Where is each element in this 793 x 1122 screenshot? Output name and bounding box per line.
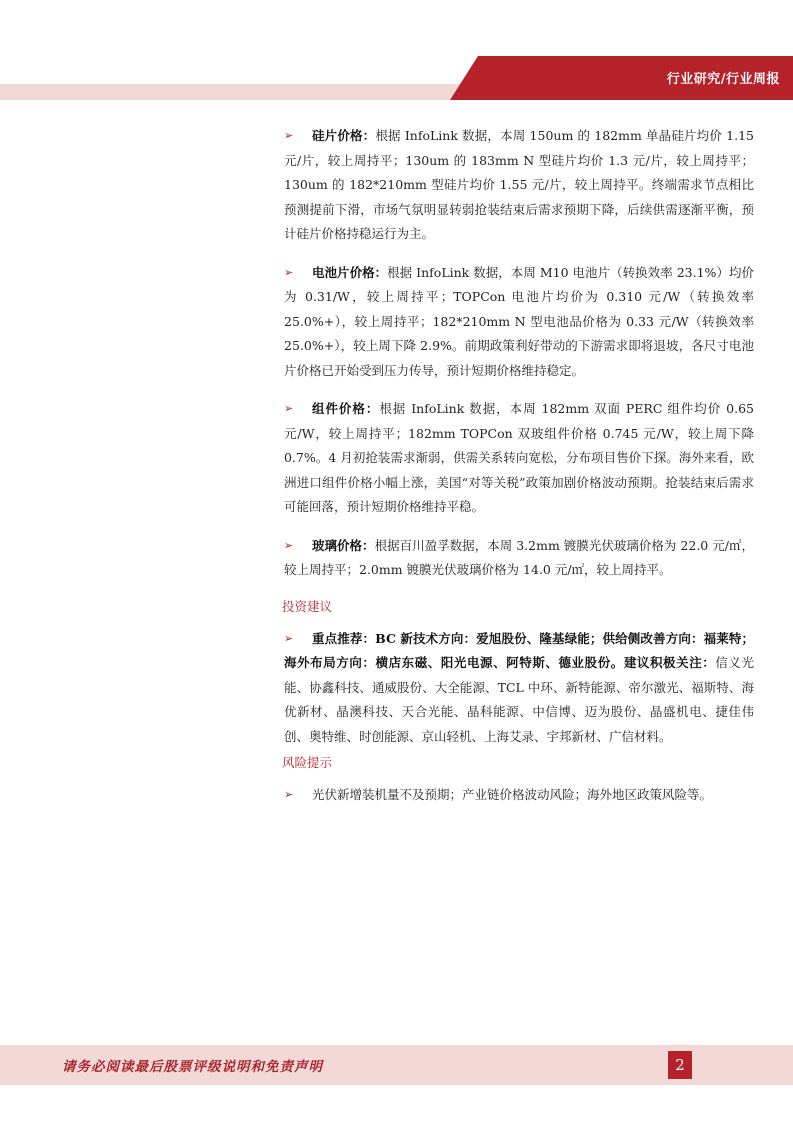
item-text: 根据 InfoLink 数据，本周 M10 电池片（转换效率 23.1%）均价为 0.31/W，较上周持平；TOPCon 电池片均价为 0.310 元/W（转换效率 25.0%+），较上周持平；182*210mm N 型电池品价格为 0.33 元/W（转换效率 25.0%+），较上周下降 2.9%。前期政策利好带动的下游需求即将退坡，各尺寸电池片价格已开始受到压力传导，预计短期价格维持稳定。 [284,264,754,378]
list-item [284,534,754,583]
list-item [284,261,754,384]
invest-watchlist: 信义光能、协鑫科技、通威股份、大全能源、TCL 中环、新特能源、帝尔激光、福斯特、海优新材、晶澳科技、天合光能、晶科能源、中信博、迈为股份、晶盛机电、捷佳伟创、奥特维、时创能源、京山轻机、上海艾录、宇邦新材、广信材料。 [284,655,754,744]
header-title: 行业研究/行业周报 [666,72,780,87]
item-text: 根据百川盈孚数据，本周 3.2mm 镀膜光伏玻璃价格为 22.0 元/㎡，较上周持平；2.0mm 镀膜光伏玻璃价格为 14.0 元/㎡，较上周持平。 [284,537,754,577]
arrow-bullet-icon: ➢ [284,265,294,279]
risk-text: 光伏新增装机量不及预期；产业链价格波动风险；海外地区政策风险等。 [312,787,713,802]
footer-disclaimer: 请务必阅读最后股票评级说明和免责声明 [62,1059,323,1075]
section-heading-invest: 投资建议 [282,598,333,614]
item-text: 根据 InfoLink 数据，本周 150um 的 182mm 单晶硅片均价 1.15 元/片，较上周持平；130um 的 183mm N 型硅片均价 1.3 元/片，较上周持平；130um 的 182*210mm 型硅片均价 1.55 元/片，较上周持平。终端需求节点相比预测提前下滑，市场气氛明显转弱抢装结束后需求预期下降，后续供需逐渐平衡，预计硅片价格持稳运行为主。 [284,128,754,241]
arrow-bullet-icon: ➢ [284,788,294,801]
arrow-bullet-icon: ➢ [284,402,294,415]
section-heading-risk: 风险提示 [282,755,333,770]
risk-paragraph [284,783,754,808]
arrow-bullet-icon: ➢ [284,538,294,552]
item-term: 组件价格： [312,401,380,416]
invest-recommend: 重点推荐：BC 新技术方向：爱旭股份、隆基绿能；供给侧改善方向：福莱特；海外布局方向：横店东磁、阳光电源、阿特斯、德业股份。建议积极关注： [284,630,754,670]
page-number: 2 [668,1051,692,1079]
item-text: 根据 InfoLink 数据，本周 182mm 双面 PERC 组件均价 0.65 元/W，较上周持平；182mm TOPCon 双玻组件价格 0.745 元/W，较上周下降 0.7%。4 月初抢装需求渐弱，供需关系转向宽松，分布项目售价下探。海外来看，欧洲进口组件价格小幅上涨，美国“对等关税”政策加剧价格波动预期。抢装结束后需求可能回落，预计短期价格维持平稳。 [284,401,754,514]
main-content [284,124,754,822]
arrow-bullet-icon: ➢ [284,129,294,142]
list-item [284,397,754,520]
list-item [284,124,754,247]
item-term: 电池片价格： [312,264,388,280]
item-term: 玻璃价格： [312,537,375,553]
arrow-bullet-icon: ➢ [284,631,294,645]
invest-paragraph [284,627,754,750]
item-term: 硅片价格： [312,128,376,143]
